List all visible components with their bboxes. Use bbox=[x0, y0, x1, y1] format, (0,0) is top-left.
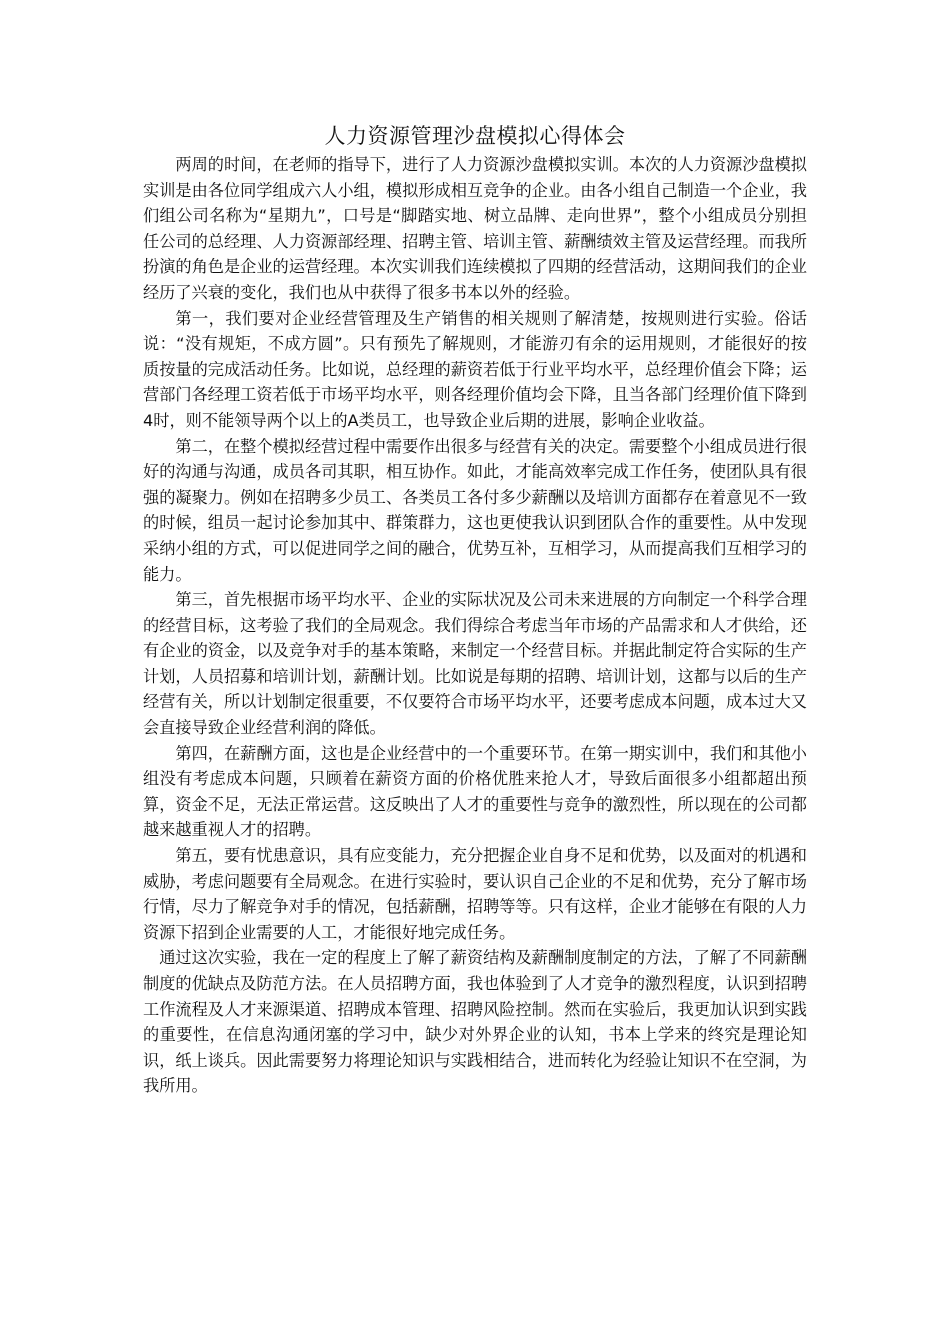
document-title: 人力资源管理沙盘模拟心得体会 bbox=[324, 124, 626, 148]
paragraph-conclusion: 通过这次实验，我在一定的程度上了解了薪资结构及薪酬制度制定的方法，了解了不同薪酬制度的优缺点及防范方法。在人员招聘方面，我也体验到了人才竞争的激烈程度，认识到招聘工作流程及人才来源渠道、招聘成本管理、招聘风险控制。然而在实验后，我更加认识到实践的重要性，在信息沟通闭塞的学习中，缺少对外界企业的认知，书本上学来的终究是理论知识，纸上谈兵。因此需要努力将理论知识与实践相结合，进而转化为经验让知识不在空洞，为我所用。 bbox=[143, 948, 807, 1096]
paragraph-third-point: 第三，首先根据市场平均水平、企业的实际状况及公司未来进展的方向制定一个科学合理的经营目标，这考验了我们的全局观念。我们得综合考虑当年市场的产品需求和人才供给，还有企业的资金，以及竞争对手的基本策略，来制定一个经营目标。并据此制定符合实际的生产计划，人员招募和培训计划，薪酬计划。比如说是每期的招聘、培训计划，这都与以后的生产经营有关，所以计划制定很重要，不仅要符合市场平均水平，还要考虑成本问题，成本过大又会直接导致企业经营利润的降低。 bbox=[143, 590, 807, 738]
paragraph-fourth-point: 第四，在薪酬方面，这也是企业经营中的一个重要环节。在第一期实训中，我们和其他小组没有考虑成本问题，只顾着在薪资方面的价格优胜来抢人才，导致后面很多小组都超出预算，资金不足，无法正常运营。这反映出了人才的重要性与竞争的激烈性，所以现在的公司都越来越重视人才的招聘。 bbox=[143, 743, 807, 840]
paragraph-first-point: 第一，我们要对企业经营管理及生产销售的相关规则了解清楚，按规则进行实验。俗话说：“没有规矩，不成方圆”。只有预先了解规则，才能游刃有余的运用规则，才能很好的按质按量的完成活动任务。比如说，总经理的薪资若低于行业平均水平，总经理价值会下降；运营部门各经理工资若低于市场平均水平，则各经理价值均会下降，且当各部门经理价值下降到4时，则不能领导两个以上的A类员工，也导致企业后期的进展，影响企业收益。 bbox=[143, 308, 807, 430]
paragraph-second-point: 第二，在整个模拟经营过程中需要作出很多与经营有关的决定。需要整个小组成员进行很好的沟通与沟通，成员各司其职，相互协作。如此，才能高效率完成工作任务，使团队具有很强的凝聚力。例如在招聘多少员工、各类员工各付多少薪酬以及培训方面都存在着意见不一致的时候，组员一起讨论参加其中、群策群力，这也更使我认识到团队合作的重要性。从中发现采纳小组的方式，可以促进同学之间的融合，优势互补，互相学习，从而提高我们互相学习的能力。 bbox=[143, 436, 807, 584]
paragraph-intro: 两周的时间，在老师的指导下，进行了人力资源沙盘模拟实训。本次的人力资源沙盘模拟实训是由各位同学组成六人小组，模拟形成相互竞争的企业。由各小组自己制造一个企业，我们组公司名称为“星期九”，口号是“脚踏实地、树立品牌、走向世界”，整个小组成员分别担任公司的总经理、人力资源部经理、招聘主管、培训主管、薪酬绩效主管及运营经理。而我所扮演的角色是企业的运营经理。本次实训我们连续模拟了四期的经营活动，这期间我们的企业经历了兴衰的变化，我们也从中获得了很多书本以外的经验。 bbox=[143, 155, 807, 302]
document-body bbox=[143, 120, 807, 1099]
paragraph-fifth-point: 第五，要有忧患意识，具有应变能力，充分把握企业自身不足和优势，以及面对的机遇和威胁，考虑问题要有全局观念。在进行实验时，要认识自己企业的不足和优势，充分了解市场行情，尽力了解竞争对手的情况，包括薪酬，招聘等等。只有这样，企业才能够在有限的人力资源下招到企业需要的人工，才能很好地完成任务。 bbox=[143, 846, 807, 942]
